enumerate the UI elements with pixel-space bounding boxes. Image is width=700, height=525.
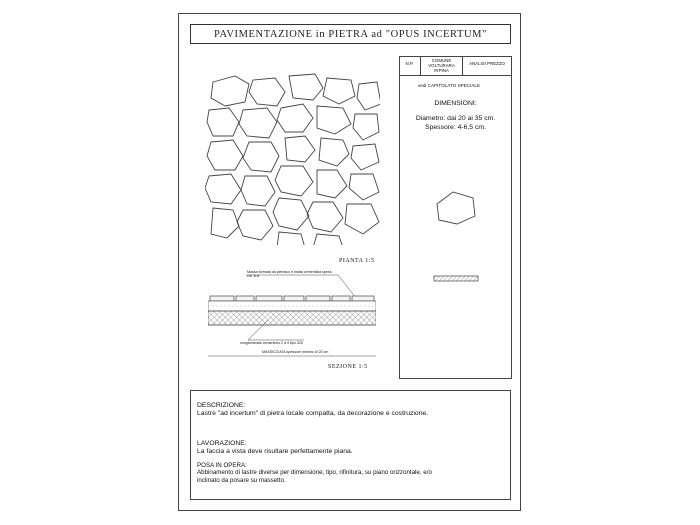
install-text-2: inclinato da posare su massetto.	[197, 477, 286, 484]
section-drawing	[208, 272, 376, 360]
work-text: La faccia a vista deve risultare perfettamente piana.	[197, 448, 353, 455]
note-screed: MASSICCIATA spessore minimo di 20 cm	[262, 350, 329, 354]
spec-header-row	[399, 56, 512, 76]
stone-thickness-icon	[433, 274, 479, 284]
thickness-text: Spessore: 4-6,5 cm.	[425, 124, 486, 131]
diameter-text: Diametro: dai 20 ai 35 cm.	[415, 115, 496, 122]
description-heading: DESCRIZIONE:	[197, 402, 246, 409]
section-label: SEZIONE 1:5	[328, 364, 368, 370]
stone-piece-icon	[433, 190, 478, 228]
install-heading: POSA IN OPERA:	[197, 462, 247, 469]
note-concrete: conglomerato cementizio 2 a 4 tipo 325	[240, 341, 303, 345]
description-text: Lastre "ad incertum" di pietra locale compatta, da decorazione e costruzione.	[197, 410, 429, 417]
stone-plan-drawing	[205, 70, 380, 245]
header-comune: COMUNE VOLTURARA IRPINA	[421, 56, 463, 76]
install-text-1: Abbinamento di lastre diverse per dimensione, tipo, rifinitura, su piano orizzontale, e/o	[197, 469, 432, 476]
sheet-title: PAVIMENTAZIONE in PIETRA ad "OPUS INCERTUM"	[190, 24, 511, 44]
spec-ref: vedi CAPITOLATO SPECIALE	[418, 83, 481, 88]
work-heading: LAVORAZIONE:	[197, 440, 247, 447]
header-np: N.P.	[399, 56, 421, 76]
plan-label: PIANTA 1:5	[339, 258, 375, 264]
note-mortar: Massa formata da pietrisco e malta cementizia spess. cm. 6-8	[247, 270, 333, 279]
dimensions-heading: DIMENSIONI:	[434, 100, 477, 107]
header-analisi: ANALISI PREZZO	[469, 61, 505, 66]
